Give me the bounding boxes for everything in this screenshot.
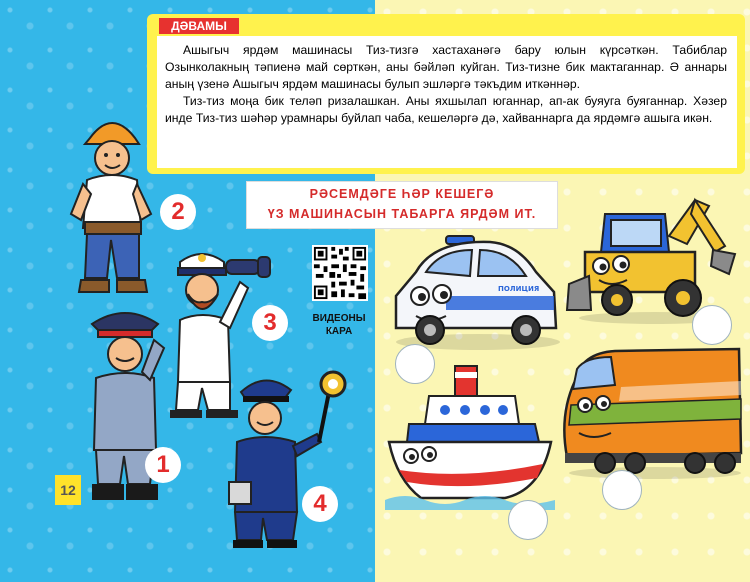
answer-circle-train[interactable] xyxy=(602,470,642,510)
task-line-2: ҮЗ МАШИНАСЫН ТАБАРГА ЯРДӘМ ИТ. xyxy=(267,207,537,221)
qr-code-icon[interactable] xyxy=(312,245,368,301)
builder-illustration xyxy=(65,110,160,300)
ship-illustration xyxy=(385,360,560,510)
story-paragraph-2: Тиз-тиз моңа бик теләп ризалашкан. Аны яхшылап юганнар, ап-ак буяуга буяганнар. Хәзер инде Тиз-тиз шәһәр урамнары буйлап чаба, кешеләргә дә, хайваннарга да ярдәмгә ашыга икән. xyxy=(165,94,727,125)
story-text xyxy=(165,42,727,127)
train-illustration xyxy=(555,345,745,480)
story-box xyxy=(147,14,745,174)
qr-label-line-1: ВИДЕОНЫ xyxy=(312,313,366,324)
number-badge-1: 1 xyxy=(145,447,181,483)
task-banner xyxy=(246,181,558,229)
answer-circle-ship[interactable] xyxy=(508,500,548,540)
number-badge-3: 3 xyxy=(252,305,288,341)
qr-label-line-2: КАРА xyxy=(325,326,353,337)
number-badge-2: 2 xyxy=(160,194,196,230)
story-paragraph-1: Ашыгыч ярдәм машинасы Тиз-тизгә хастаханәгә бару юлын күрсәткән. Табиблар Озынколакның тәпиенә май сөрткән, аны бәйләп куйган. Тиз-тизне бик мактаганнар. Ә аннары аның үзенә Ашыгыч ярдәм машинасы булып эшләргә тәкъдим иткәннәр. xyxy=(165,43,727,91)
answer-circle-excavator[interactable] xyxy=(692,305,732,345)
page-number: 12 xyxy=(55,475,81,505)
qr-label xyxy=(304,312,374,338)
police-car-illustration xyxy=(386,232,564,354)
railway-worker-illustration xyxy=(225,362,355,552)
police-car-text: ПОЛИЦИЯ xyxy=(498,285,540,293)
number-badge-4: 4 xyxy=(302,486,338,522)
task-line-1: РӘСЕМДӘГЕ ҺӘР КЕШЕГӘ xyxy=(309,187,495,201)
section-title: ДӘВАМЫ xyxy=(159,18,239,34)
